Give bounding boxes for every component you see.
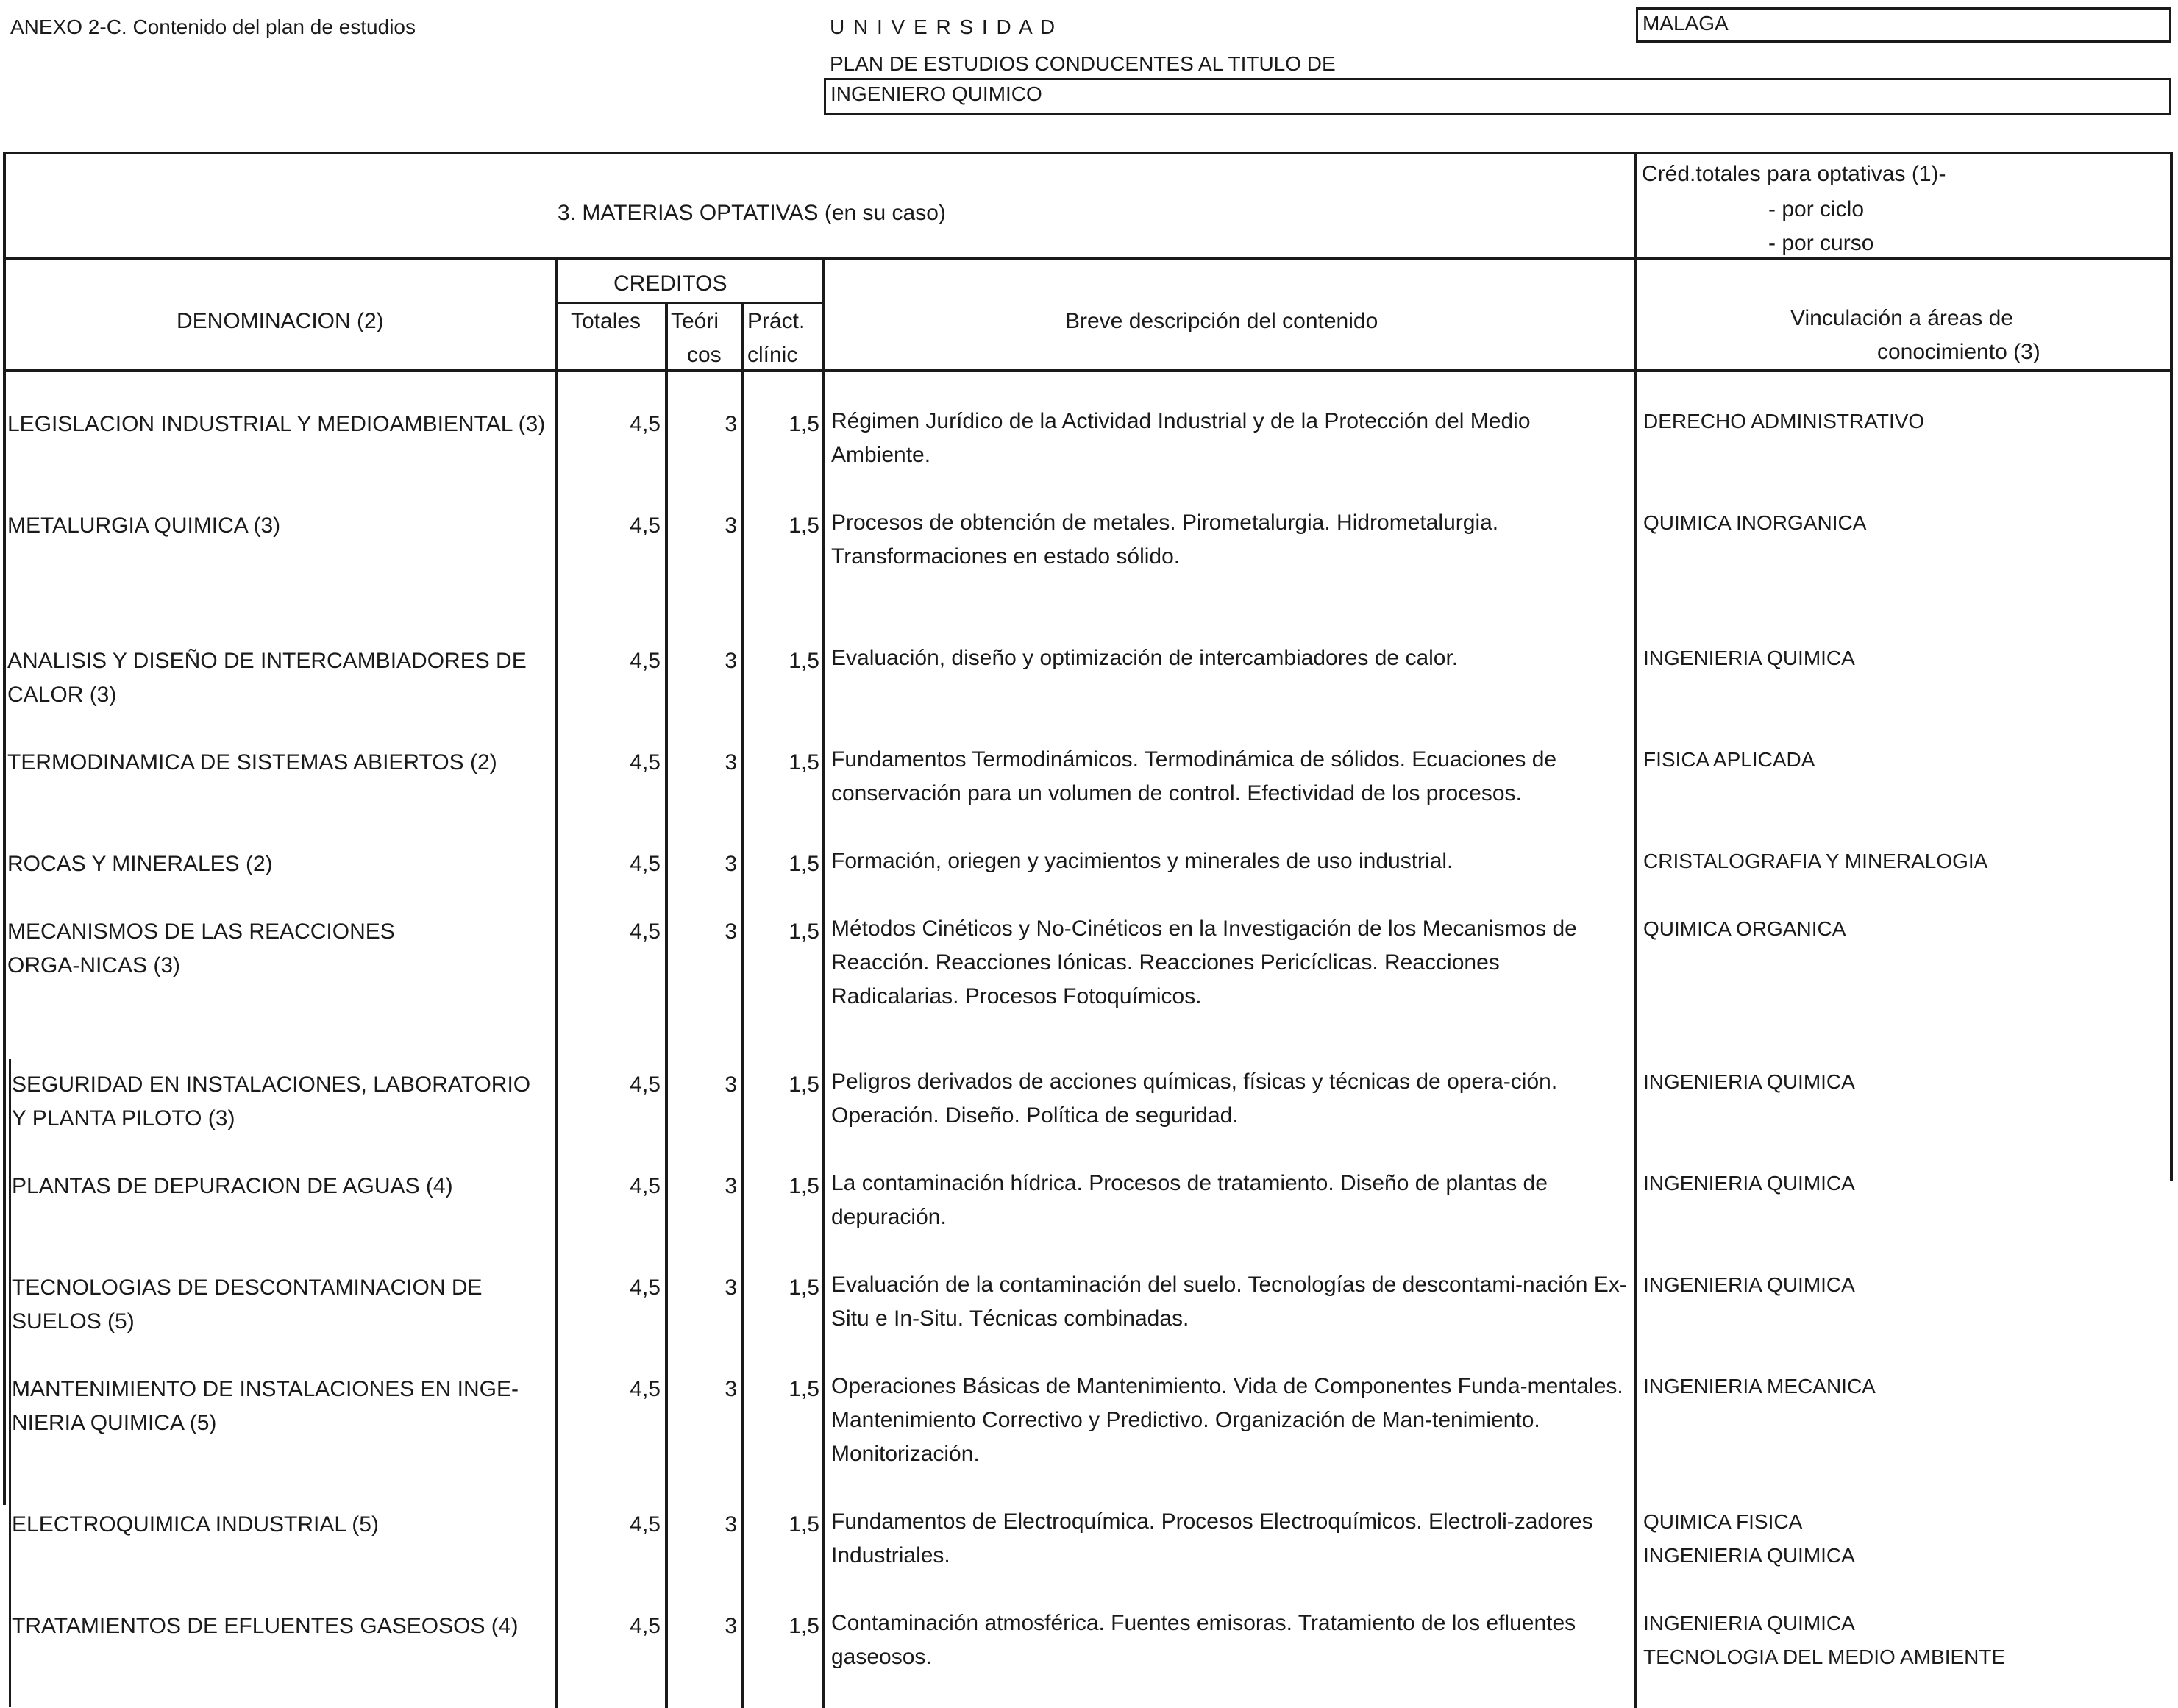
credits-total-label: Créd.totales para optativas (1)-	[1642, 162, 1946, 186]
row-descripcion: Fundamentos Termodinámicos. Termodinámica de sólidos. Ecuaciones de conservación para un volumen de control. Efectividad de los procesos.	[831, 747, 1557, 805]
row-teoricos: 3	[725, 1072, 737, 1097]
row-practicos: 1,5	[789, 1512, 819, 1537]
row-practicos: 1,5	[789, 1377, 819, 1401]
row-areas: DERECHO ADMINISTRATIVO	[1643, 410, 1925, 433]
header-creditos: CREDITOS	[613, 271, 727, 296]
row-teoricos: 3	[725, 1377, 737, 1401]
row-descripcion: Contaminación atmosférica. Fuentes emisoras. Tratamiento de los efluentes gaseosos.	[831, 1611, 1576, 1669]
header-practicos-1: Práct.	[747, 309, 805, 333]
row-areas: QUIMICA FISICA INGENIERIA QUIMICA	[1643, 1510, 1855, 1567]
row-practicos: 1,5	[789, 649, 819, 673]
annex-label: ANEXO 2-C. Contenido del plan de estudios	[10, 15, 416, 38]
row-descripcion: Fundamentos de Electroquímica. Procesos Electroquímicos. Electroli-zadores Industriales.	[831, 1509, 1593, 1568]
row-practicos: 1,5	[789, 513, 819, 538]
university-value: MALAGA	[1643, 12, 1729, 35]
row-practicos: 1,5	[789, 919, 819, 944]
section-title: 3. MATERIAS OPTATIVAS (en su caso)	[558, 201, 946, 225]
row-practicos: 1,5	[789, 412, 819, 436]
row-descripcion: La contaminación hídrica. Procesos de tratamiento. Diseño de plantas de depuración.	[831, 1171, 1548, 1229]
row-totales: 4,5	[630, 513, 661, 538]
row-totales: 4,5	[630, 1275, 661, 1300]
row-areas: QUIMICA INORGANICA	[1643, 511, 1867, 534]
row-totales: 4,5	[630, 1512, 661, 1537]
header-denominacion: DENOMINACION (2)	[177, 309, 384, 333]
row-denominacion: TECNOLOGIAS DE DESCONTAMINACION DE SUELOS (5)	[12, 1275, 483, 1334]
row-areas: INGENIERIA QUIMICA	[1643, 1273, 1855, 1296]
row-teoricos: 3	[725, 1174, 737, 1198]
credits-per-course: - por curso	[1768, 231, 1874, 255]
header-practicos-2: clínic	[747, 343, 798, 367]
header-vinculacion-2: conocimiento (3)	[1877, 340, 2040, 364]
row-areas: INGENIERIA QUIMICA	[1643, 647, 1855, 669]
row-teoricos: 3	[725, 1512, 737, 1537]
header-totales: Totales	[571, 309, 641, 333]
row-practicos: 1,5	[789, 1174, 819, 1198]
university-label: U N I V E R S I D A D	[830, 15, 1057, 38]
degree-value: INGENIERO QUIMICO	[830, 82, 1042, 105]
row-practicos: 1,5	[789, 1275, 819, 1300]
row-teoricos: 3	[725, 1614, 737, 1638]
row-areas: INGENIERIA QUIMICA TECNOLOGIA DEL MEDIO AMBIENTE	[1643, 1612, 2006, 1668]
row-teoricos: 3	[725, 513, 737, 538]
row-practicos: 1,5	[789, 1614, 819, 1638]
row-practicos: 1,5	[789, 852, 819, 876]
row-totales: 4,5	[630, 852, 661, 876]
row-denominacion: ROCAS Y MINERALES (2)	[7, 852, 273, 876]
row-teoricos: 3	[725, 919, 737, 944]
header-teoricos-1: Teóri	[671, 309, 719, 333]
header-teoricos-2: cos	[687, 343, 722, 367]
row-denominacion: PLANTAS DE DEPURACION DE AGUAS (4)	[12, 1174, 453, 1198]
row-denominacion: MECANISMOS DE LAS REACCIONES ORGA-NICAS (3)	[7, 919, 395, 978]
row-descripcion: Peligros derivados de acciones químicas, físicas y técnicas de opera-ción. Operación. Diseño. Política de seguridad.	[831, 1070, 1558, 1128]
row-denominacion: TRATAMIENTOS DE EFLUENTES GASEOSOS (4)	[12, 1614, 519, 1638]
row-denominacion: METALURGIA QUIMICA (3)	[7, 513, 281, 538]
row-areas: INGENIERIA MECANICA	[1643, 1375, 1876, 1398]
row-descripcion: Régimen Jurídico de la Actividad Industrial y de la Protección del Medio Ambiente.	[831, 409, 1531, 467]
row-practicos: 1,5	[789, 750, 819, 775]
row-teoricos: 3	[725, 750, 737, 775]
row-areas: INGENIERIA QUIMICA	[1643, 1172, 1855, 1195]
row-practicos: 1,5	[789, 1072, 819, 1097]
row-teoricos: 3	[725, 412, 737, 436]
row-denominacion: MANTENIMIENTO DE INSTALACIONES EN INGE-NIERIA QUIMICA (5)	[12, 1377, 519, 1435]
row-teoricos: 3	[725, 649, 737, 673]
row-denominacion: LEGISLACION INDUSTRIAL Y MEDIOAMBIENTAL (3)	[7, 412, 546, 436]
header-descripcion: Breve descripción del contenido	[1065, 309, 1378, 333]
row-denominacion: ELECTROQUIMICA INDUSTRIAL (5)	[12, 1512, 379, 1537]
row-totales: 4,5	[630, 750, 661, 775]
row-teoricos: 3	[725, 852, 737, 876]
row-totales: 4,5	[630, 1072, 661, 1097]
row-areas: FISICA APLICADA	[1643, 748, 1815, 771]
row-descripcion: Formación, oriegen y yacimientos y minerales de uso industrial.	[831, 849, 1453, 873]
row-descripcion: Procesos de obtención de metales. Pirometalurgia. Hidrometalurgia. Transformaciones en estado sólido.	[831, 510, 1499, 569]
row-descripcion: Evaluación de la contaminación del suelo. Tecnologías de descontami-nación Ex-Situ e In-Situ. Técnicas combinadas.	[831, 1273, 1627, 1331]
row-totales: 4,5	[630, 1174, 661, 1198]
row-descripcion: Métodos Cinéticos y No-Cinéticos en la Investigación de los Mecanismos de Reacción. Reacciones Iónicas. Reacciones Pericíclicas. Reacciones Radicalarias. Procesos Fotoquímicos.	[831, 917, 1577, 1008]
header-vinculacion-1: Vinculación a áreas de	[1790, 306, 2013, 330]
row-totales: 4,5	[630, 1377, 661, 1401]
row-totales: 4,5	[630, 649, 661, 673]
row-denominacion: ANALISIS Y DISEÑO DE INTERCAMBIADORES DE CALOR (3)	[7, 649, 527, 707]
row-descripcion: Operaciones Básicas de Mantenimiento. Vida de Componentes Funda-mentales. Mantenimiento Correctivo y Predictivo. Organización de Man-tenimiento. Monitorización.	[831, 1374, 1623, 1466]
row-totales: 4,5	[630, 919, 661, 944]
plan-label: PLAN DE ESTUDIOS CONDUCENTES AL TITULO DE	[830, 52, 1336, 75]
row-denominacion: TERMODINAMICA DE SISTEMAS ABIERTOS (2)	[7, 750, 497, 775]
row-areas: CRISTALOGRAFIA Y MINERALOGIA	[1643, 850, 1988, 872]
row-teoricos: 3	[725, 1275, 737, 1300]
university-box	[1636, 7, 2171, 43]
row-descripcion: Evaluación, diseño y optimización de intercambiadores de calor.	[831, 646, 1459, 670]
row-totales: 4,5	[630, 1614, 661, 1638]
row-areas: INGENIERIA QUIMICA	[1643, 1070, 1855, 1093]
credits-per-cycle: - por ciclo	[1768, 197, 1865, 221]
row-denominacion: SEGURIDAD EN INSTALACIONES, LABORATORIO Y PLANTA PILOTO (3)	[12, 1072, 531, 1131]
row-areas: QUIMICA ORGANICA	[1643, 917, 1846, 940]
row-totales: 4,5	[630, 412, 661, 436]
degree-box	[824, 78, 2171, 115]
